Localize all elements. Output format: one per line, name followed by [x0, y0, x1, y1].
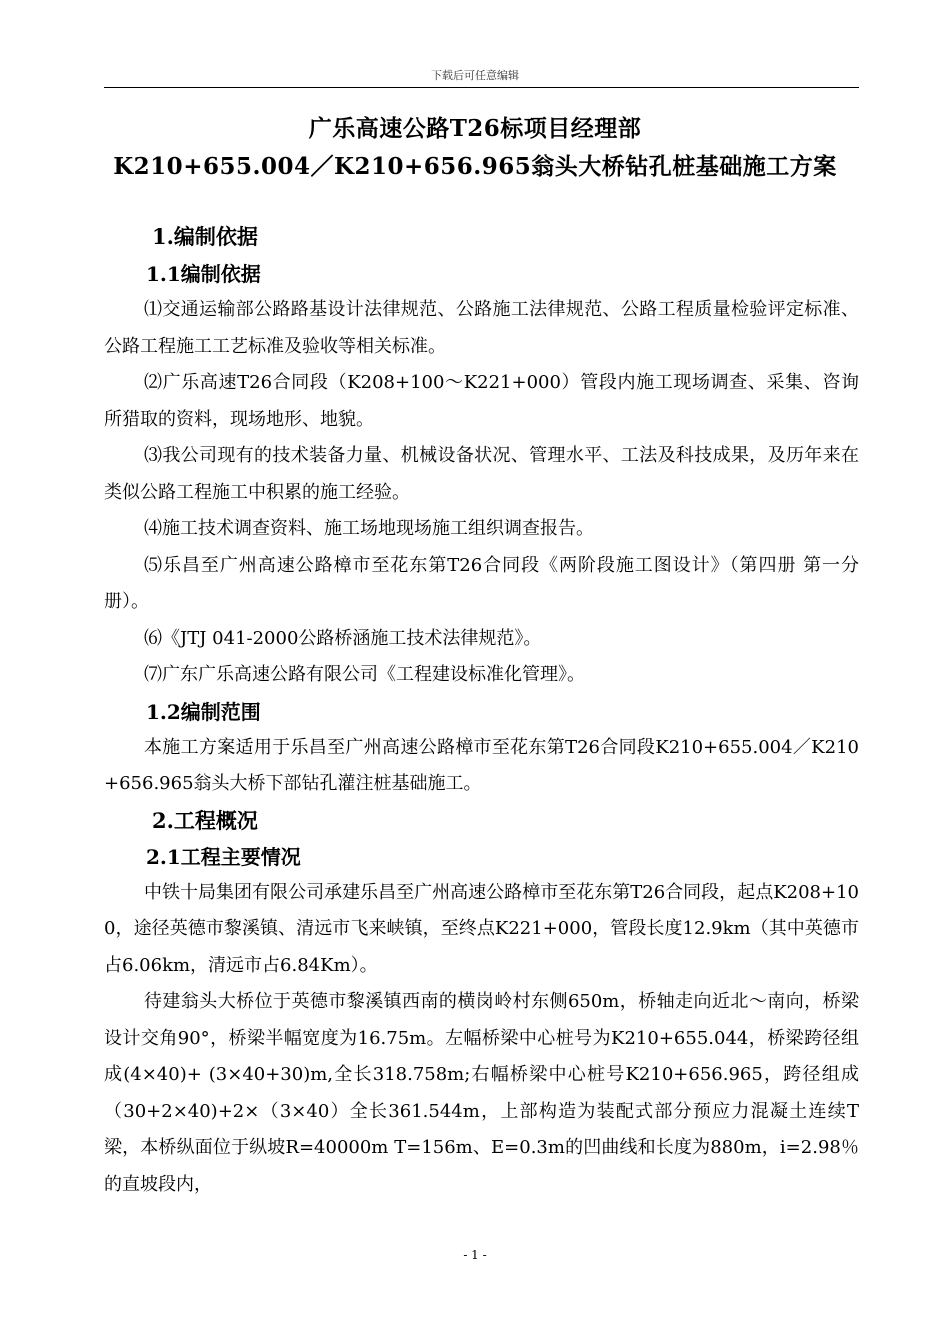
- basis-item-7: ⑺广东广乐高速公路有限公司《工程建设标准化管理》。: [144, 664, 585, 685]
- section-2-1-heading: 2.1工程主要情况: [146, 844, 301, 869]
- header-divider: [104, 87, 859, 88]
- basis-item-6: ⑹《JTJ 041-2000公路桥涵施工技术法律规范》。: [144, 627, 542, 649]
- overview-paragraph-1: 中铁十局集团有限公司承建乐昌至广州高速公路樟市至花东第T26合同段，起点K208+100，途径英德市黎溪镇、清远市飞来峡镇，至终点K221+000，管段长度12.9km（其中英德市占6.06km，清远市占6.84Km）。: [104, 881, 859, 976]
- page-number: - 1 -: [463, 1248, 487, 1262]
- basis-item-5: ⑸乐昌至广州高速公路樟市至花东第T26合同段《两阶段施工图设计》（第四册 第一分册）。: [104, 554, 859, 612]
- header-note: 下载后可任意编辑: [431, 69, 519, 82]
- scope-paragraph: 本施工方案适用于乐昌至广州高速公路樟市至花东第T26合同段K210+655.004／K210+656.965翁头大桥下部钻孔灌注桩基础施工。: [104, 736, 859, 794]
- basis-item-3: ⑶我公司现有的技术装备力量、机械设备状况、管理水平、工法及科技成果，及历年来在类似公路工程施工中积累的施工经验。: [104, 445, 859, 503]
- section-1-1-heading: 1.1编制依据: [146, 262, 261, 286]
- document-body: [104, 218, 859, 1203]
- basis-item-1: ⑴交通运输部公路路基设计法律规范、公路施工法律规范、公路工程质量检验评定标准、公路工程施工工艺标准及验收等相关标准。: [104, 299, 859, 357]
- document-title-line-1: 广乐高速公路T26标项目经理部: [308, 115, 642, 142]
- section-1-heading: 1.编制依据: [152, 224, 258, 249]
- document-title-line-2: K210+655.004／K210+656.965翁头大桥钻孔桩基础施工方案: [113, 153, 837, 180]
- basis-item-2: ⑵广乐高速T26合同段（K208+100～K221+000）管段内施工现场调查、采集、咨询所猎取的资料，现场地形、地貌。: [104, 372, 859, 430]
- basis-item-4: ⑷施工技术调查资料、施工场地现场施工组织调查报告。: [144, 518, 594, 539]
- section-2-heading: 2.工程概况: [152, 807, 258, 833]
- overview-paragraph-2: 待建翁头大桥位于英德市黎溪镇西南的横岗岭村东侧650m，桥轴走向近北～南向，桥梁设计交角90°，桥梁半幅宽度为16.75m。左幅桥梁中心桩号为K210+655.044，桥梁跨径组成(4×40)+ (3×40+30)m,全长318.758m;右幅桥梁中心桩号K210+656.965，跨径组成（30+2×40)+2×（3×40）全长361.544m，上部构造为装配式部分预应力混凝土连续T梁，本桥纵面位于纵坡R=40000m T=156m、E=0.3m的凹曲线和长度为880m，i=2.98％的直坡段内，: [104, 991, 859, 1195]
- section-1-2-heading: 1.2编制范围: [146, 699, 261, 724]
